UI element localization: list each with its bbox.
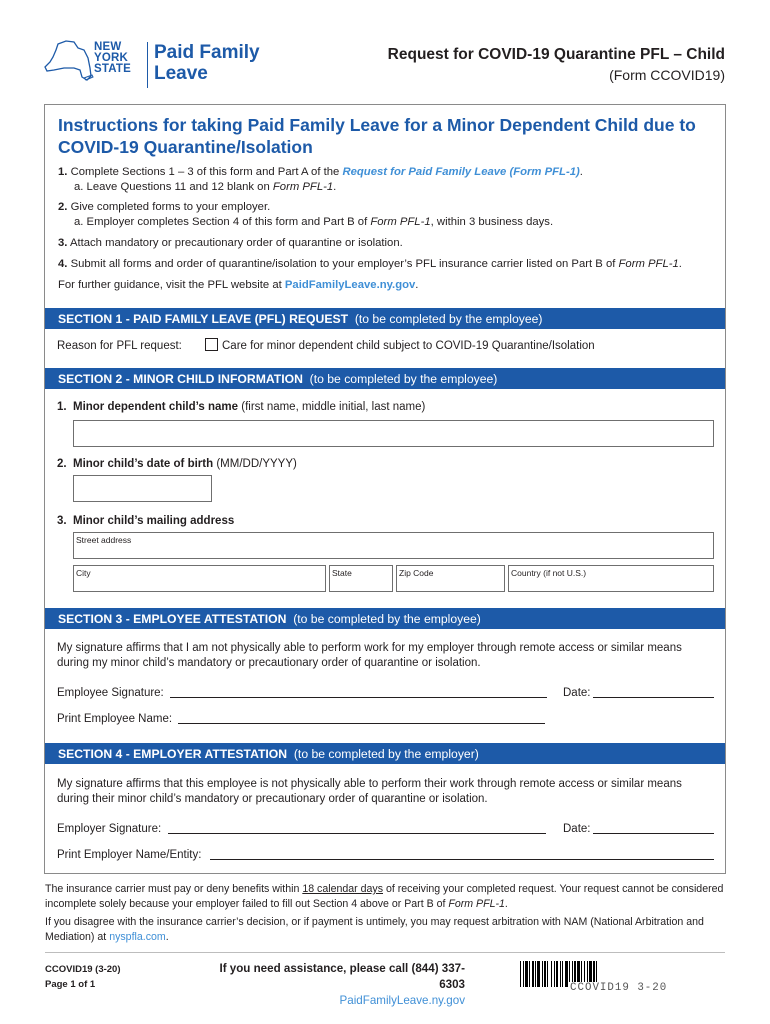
form-title: Request for COVID-19 Quarantine PFL – Child (387, 46, 725, 63)
country-caption: Country (if not U.S.) (511, 568, 587, 578)
instruction-step-2a: a. Employer completes Section 4 of this form and Part B of Form PFL-1, within 3 business days. (74, 216, 554, 228)
employee-signature-label: Employee Signature: (57, 687, 164, 699)
city-caption: City (76, 568, 91, 578)
section-2-header: SECTION 2 - MINOR CHILD INFORMATION (to be completed by the employee) (45, 368, 725, 389)
print-employer-name-line[interactable] (210, 859, 714, 860)
help-phone-text: If you need assistance, please call (844) 337-6303 (219, 962, 465, 991)
help-website-link[interactable]: PaidFamilyLeave.ny.gov (339, 994, 465, 1007)
state-field[interactable] (329, 565, 393, 592)
carrier-note: The insurance carrier must pay or deny benefits within 18 calendar days of receiving your completed request. Your request cannot be considered incomplete solely because your employer failed to fill out Section 4 above or Part B of Form PFL-1. (45, 883, 724, 910)
country-field[interactable] (508, 565, 714, 592)
reason-checkbox[interactable] (205, 338, 218, 351)
employer-affirmation: My signature affirms that this employee is not physically able to perform their work through remote access or similar means during their minor child’s mandatory or precautionary order of quarantine or isolation. (57, 778, 682, 805)
instruction-step-3: 3. Attach mandatory or precautionary order of quarantine or isolation. (58, 237, 403, 249)
child-dob-label: 2. Minor child’s date of birth (MM/DD/YYYY) (57, 458, 297, 470)
instructions-title: Instructions for taking Paid Family Leave for a Minor Dependent Child due to COVID-19 Quarantine/Isolation (58, 115, 696, 157)
child-dob-field[interactable] (73, 475, 212, 502)
instruction-step-1a: a. Leave Questions 11 and 12 blank on Form PFL-1. (74, 181, 337, 193)
nys-pfl-logo (44, 40, 264, 95)
street-address-field[interactable] (73, 532, 714, 559)
employer-signature-label: Employer Signature: (57, 823, 162, 835)
page-number: Page 1 of 1 (45, 979, 96, 990)
child-name-field[interactable] (73, 420, 714, 447)
barcode-text: CCOVID19 3-20 (570, 982, 668, 994)
street-address-caption: Street address (76, 535, 132, 545)
employee-signature-line[interactable] (170, 697, 547, 698)
form-id: (Form CCOVID19) (609, 67, 725, 83)
pfl-1-form-link[interactable]: Request for Paid Family Leave (Form PFL-1) (342, 166, 580, 178)
program-wordmark: Paid Family Leave (154, 42, 260, 84)
employee-date-line[interactable] (593, 697, 714, 698)
employee-affirmation: My signature affirms that I am not physically able to perform work for my employer through remote access or similar means during my minor child’s mandatory or precautionary order of quarantine or isolation. (57, 642, 682, 669)
city-field[interactable] (73, 565, 326, 592)
section-4-header: SECTION 4 - EMPLOYER ATTESTATION (to be completed by the employer) (45, 743, 725, 764)
footer-divider (45, 952, 725, 953)
section-3-header: SECTION 3 - EMPLOYEE ATTESTATION (to be completed by the employee) (45, 608, 725, 629)
state-wordmark: NEW YORK STATE (94, 41, 131, 75)
new-york-state-map-icon (44, 40, 94, 82)
employer-date-line[interactable] (593, 833, 714, 834)
guidance-text: For further guidance, visit the PFL website at PaidFamilyLeave.ny.gov. (58, 279, 419, 291)
print-employee-name-label: Print Employee Name: (57, 713, 173, 725)
employer-date-label: Date: (563, 823, 591, 835)
employee-date-label: Date: (563, 687, 591, 699)
pfl-website-link[interactable]: PaidFamilyLeave.ny.gov (284, 279, 416, 291)
footer-help (210, 961, 465, 1009)
print-employer-name-label: Print Employer Name/Entity: (57, 849, 202, 861)
form-code: CCOVID19 (3-20) (45, 964, 121, 975)
reason-option-label: Care for minor dependent child subject to COVID-19 Quarantine/Isolation (222, 340, 595, 352)
nyspfla-link[interactable]: nyspfla.com (109, 930, 166, 943)
employer-signature-line[interactable] (168, 833, 546, 834)
zip-code-field[interactable] (396, 565, 505, 592)
child-address-label: 3. Minor child’s mailing address (57, 515, 235, 527)
instruction-step-4: 4. Submit all forms and order of quarantine/isolation to your employer’s PFL insurance carrier listed on Part B of Form PFL-1. (58, 258, 682, 270)
reason-label: Reason for PFL request: (57, 340, 182, 352)
instruction-step-1: 1. Complete Sections 1 – 3 of this form and Part A of the Request for Paid Family Leave (Form PFL-1). (58, 166, 583, 178)
print-employee-name-line[interactable] (178, 723, 545, 724)
form-barcode (520, 961, 672, 997)
form-title-block (388, 45, 725, 85)
instruction-step-2: 2. Give completed forms to your employer. (58, 201, 271, 213)
zip-code-caption: Zip Code (399, 568, 434, 578)
child-name-label: 1. Minor dependent child’s name (first name, middle initial, last name) (57, 401, 426, 413)
logo-divider (147, 42, 148, 88)
footer-form-info (45, 962, 121, 992)
section-1-header: SECTION 1 - PAID FAMILY LEAVE (PFL) REQUEST (to be completed by the employee) (45, 308, 725, 329)
state-caption: State (332, 568, 352, 578)
arbitration-note: If you disagree with the insurance carrier’s decision, or if payment is untimely, you may request arbitration with NAM (National Arbitration and Mediation) at nyspfla.com. (45, 916, 704, 943)
